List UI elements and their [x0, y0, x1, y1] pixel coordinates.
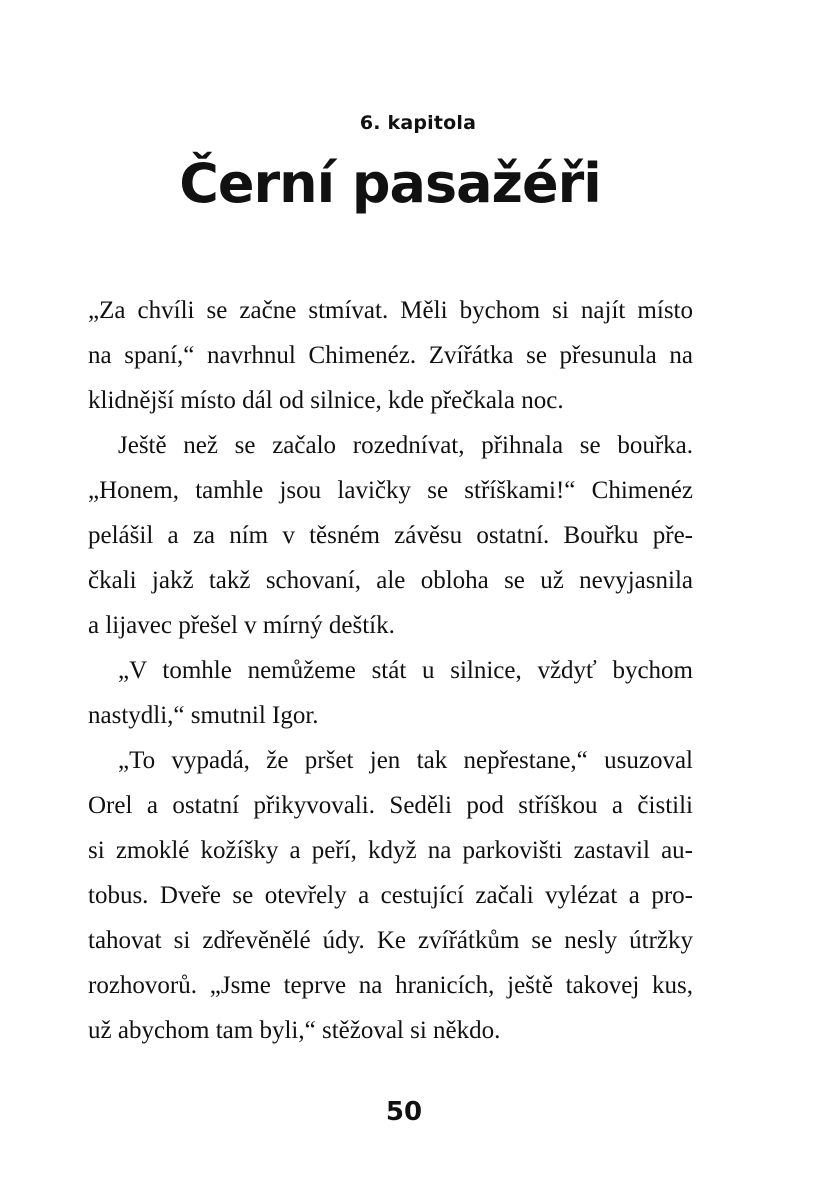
- paragraph-1: [88, 288, 693, 423]
- text-line: rozhovorů. „Jsme teprve na hranicích, ještě takovej kus,: [88, 972, 693, 999]
- page-number: 50: [385, 1097, 423, 1127]
- text-line: „To vypadá, že pršet jen tak nepřestane,“ usuzoval: [118, 747, 693, 774]
- text-line: „V tomhle nemůžeme stát u silnice, vždyť bychom: [118, 657, 693, 684]
- text-line: nastydli,“ smutnil Igor.: [88, 702, 319, 729]
- paragraph-4: [88, 738, 693, 1053]
- body-text: [88, 288, 693, 1053]
- chapter-title: Černí pasažéři: [179, 152, 601, 215]
- text-line: si zmoklé kožíšky a peří, když na parkovišti zastavil au-: [88, 837, 693, 864]
- text-line: čkali jakž takž schovaní, ale obloha se už nevyjasnila: [88, 567, 693, 594]
- chapter-label: 6. kapitola: [359, 112, 477, 134]
- text-line: „Honem, tamhle jsou lavičky se stříškami!“ Chimenéz: [88, 477, 693, 504]
- text-line: Ještě než se začalo rozednívat, přihnala se bouřka.: [118, 432, 693, 459]
- text-line: tobus. Dveře se otevřely a cestující začali vylézat a pro-: [88, 882, 693, 909]
- text-line: a lijavec přešel v mírný deštík.: [88, 612, 395, 639]
- text-line: už abychom tam byli,“ stěžoval si někdo.: [88, 1017, 501, 1044]
- text-line: pelášil a za ním v těsném závěsu ostatní. Bouřku pře-: [88, 522, 693, 549]
- paragraph-3: [88, 648, 693, 738]
- text-line: klidnější místo dál od silnice, kde přečkala noc.: [88, 387, 564, 414]
- text-line: tahovat si zdřevěnělé údy. Ke zvířátkům se nesly útržky: [88, 927, 693, 954]
- text-line: na spaní,“ navrhnul Chimenéz. Zvířátka se přesunula na: [88, 342, 693, 369]
- text-line: Orel a ostatní přikyvovali. Seděli pod stříškou a čistili: [88, 792, 693, 819]
- text-line: „Za chvíli se začne stmívat. Měli bychom si najít místo: [88, 297, 693, 324]
- paragraph-2: [88, 423, 693, 648]
